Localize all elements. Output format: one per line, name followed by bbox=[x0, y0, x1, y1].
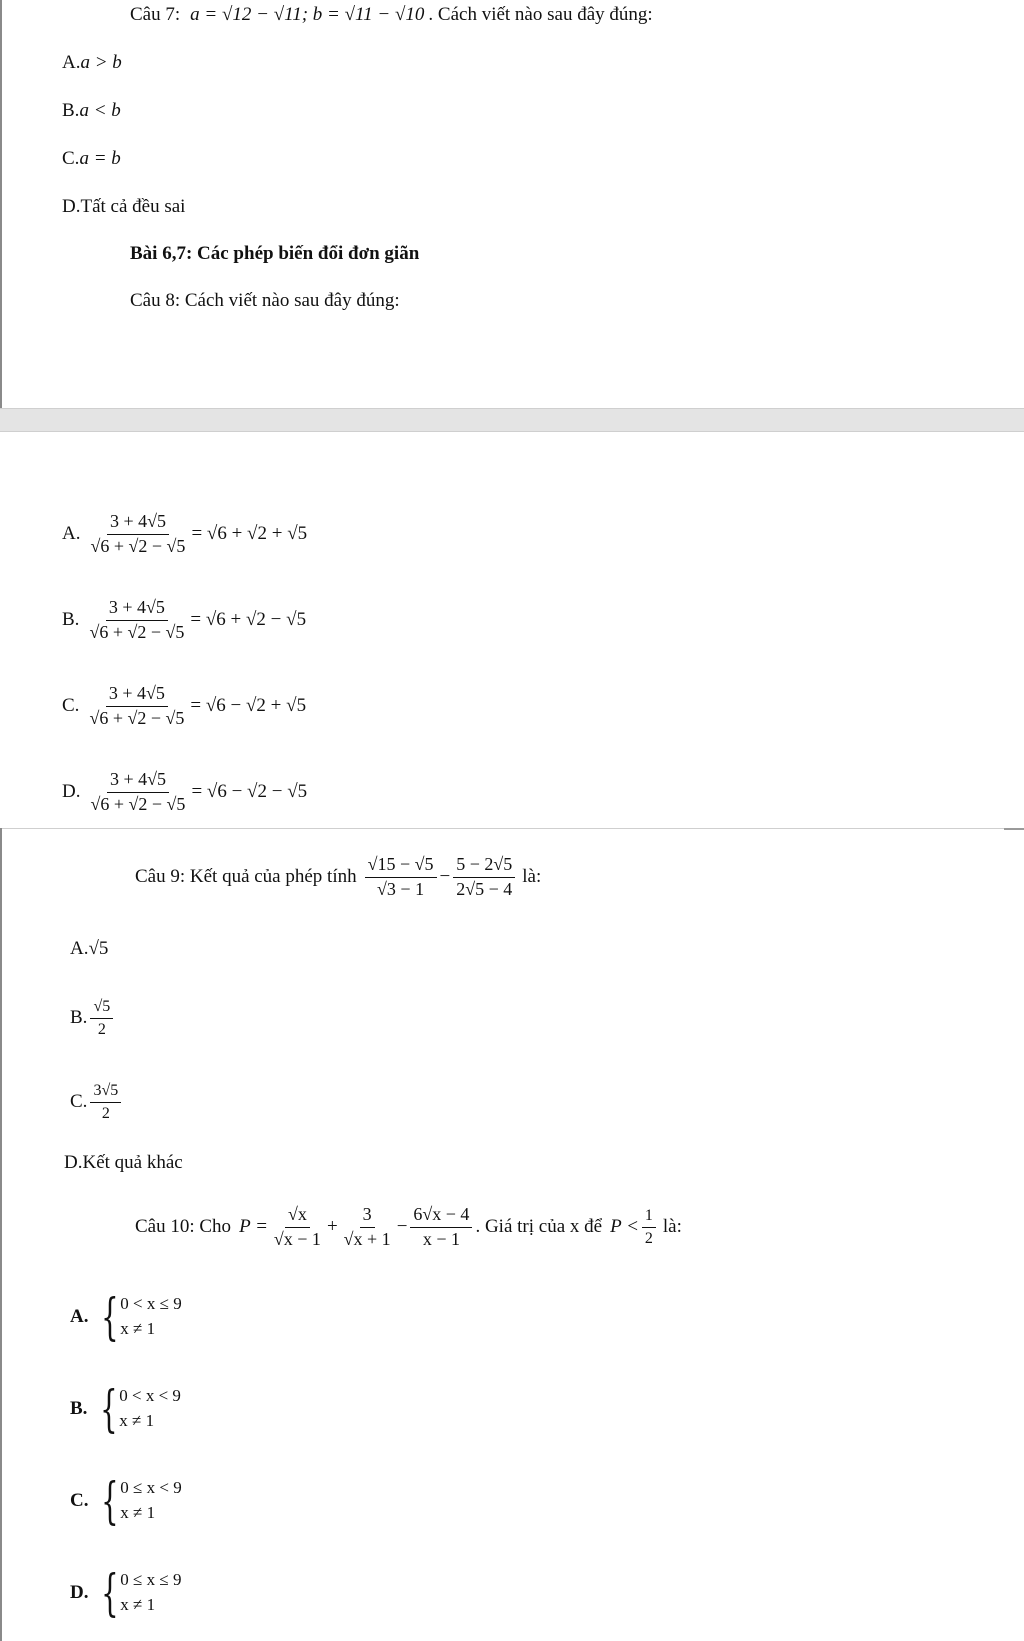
option-letter: C. bbox=[70, 1490, 89, 1511]
fraction-denominator: √6 + √2 − √5 bbox=[90, 793, 186, 814]
page-break-marker bbox=[1004, 828, 1024, 830]
fraction-numerator: 5 − 2√5 bbox=[453, 855, 515, 878]
q9-option-d[interactable] bbox=[64, 1152, 183, 1174]
system-row-2: x ≠ 1 bbox=[120, 1319, 156, 1338]
q9-label: Câu 9: Kết quả của phép tính bbox=[135, 866, 357, 888]
fraction-denominator: √3 − 1 bbox=[377, 878, 425, 899]
q9-stem bbox=[135, 855, 541, 900]
option-letter: C. bbox=[70, 1091, 88, 1113]
option-rhs: = √6 + √2 + √5 bbox=[191, 523, 308, 545]
option-rhs: = √6 − √2 + √5 bbox=[190, 695, 307, 717]
system-row-1: 0 < x ≤ 9 bbox=[120, 1294, 182, 1314]
system-row-1: 0 < x < 9 bbox=[119, 1386, 181, 1406]
system-row-2: x ≠ 1 bbox=[120, 1595, 156, 1614]
q10-option-b[interactable] bbox=[70, 1380, 181, 1438]
option-text: Kết quả khác bbox=[82, 1152, 183, 1173]
fraction-numerator: √5 bbox=[90, 998, 113, 1019]
option-letter: A. bbox=[62, 523, 81, 545]
fraction-numerator: 3 + 4√5 bbox=[107, 512, 169, 535]
option-letter: D. bbox=[62, 196, 81, 217]
option-letter: D. bbox=[70, 1582, 89, 1603]
q7-stem bbox=[130, 4, 653, 26]
q8-option-b[interactable] bbox=[62, 598, 306, 643]
half-fraction bbox=[642, 1207, 656, 1247]
option-letter: A. bbox=[70, 938, 89, 959]
inequality-system bbox=[93, 1380, 181, 1438]
fraction-numerator: 3 + 4√5 bbox=[107, 770, 169, 793]
inequality-system bbox=[94, 1564, 182, 1622]
minus-sign: − bbox=[396, 1216, 408, 1238]
brace-icon: { bbox=[100, 1380, 119, 1438]
q10-stem bbox=[135, 1205, 682, 1250]
fraction-denominator: √x + 1 bbox=[343, 1228, 391, 1249]
system-row-1: 0 ≤ x < 9 bbox=[120, 1478, 182, 1498]
q10-option-c[interactable] bbox=[70, 1472, 182, 1530]
option-fraction bbox=[90, 998, 113, 1038]
option-letter: B. bbox=[70, 1007, 88, 1029]
q10-term-3 bbox=[410, 1205, 472, 1250]
q8-option-d[interactable] bbox=[62, 770, 307, 815]
q10-label: Câu 10: Cho bbox=[135, 1216, 232, 1238]
q7-option-b[interactable] bbox=[62, 100, 121, 122]
option-letter: C. bbox=[62, 148, 80, 169]
q8-lhs-fraction bbox=[86, 598, 187, 643]
option-letter: B. bbox=[62, 100, 80, 121]
system-row-2: x ≠ 1 bbox=[120, 1503, 156, 1522]
minus-sign: − bbox=[439, 866, 451, 888]
q7-option-d[interactable] bbox=[62, 196, 185, 218]
fraction-denominator: 2 bbox=[101, 1104, 110, 1122]
fraction-numerator: 3 + 4√5 bbox=[106, 598, 168, 621]
option-letter: D. bbox=[62, 781, 81, 803]
option-text: a < b bbox=[79, 100, 121, 121]
p-equals: P = bbox=[239, 1216, 268, 1238]
brace-icon: { bbox=[101, 1288, 120, 1346]
q7-label: Câu 7: bbox=[130, 4, 181, 25]
option-rhs: = √6 + √2 − √5 bbox=[190, 609, 307, 631]
brace-icon: { bbox=[101, 1472, 120, 1530]
option-letter: B. bbox=[62, 609, 80, 631]
q9-fraction-1 bbox=[365, 855, 437, 900]
q7-option-c[interactable] bbox=[62, 148, 121, 170]
q9-option-c[interactable] bbox=[70, 1082, 124, 1122]
q9-fraction-2 bbox=[453, 855, 515, 900]
page-break-band bbox=[0, 408, 1024, 432]
fraction-numerator: 3 bbox=[360, 1205, 375, 1228]
fraction-denominator: 2√5 − 4 bbox=[456, 878, 513, 899]
fraction-denominator: x − 1 bbox=[422, 1228, 460, 1249]
option-letter: D. bbox=[64, 1152, 83, 1173]
option-letter: B. bbox=[70, 1398, 88, 1419]
system-row-2: x ≠ 1 bbox=[119, 1411, 155, 1430]
q10-term-2 bbox=[341, 1205, 394, 1250]
option-letter: A. bbox=[70, 1306, 89, 1327]
q8-stem: Câu 8: Cách viết nào sau đây đúng: bbox=[130, 290, 400, 311]
q10-mid-text: . Giá trị của x để bbox=[475, 1216, 603, 1238]
inequality-system bbox=[94, 1472, 182, 1530]
q7-prompt: . Cách viết nào sau đây đúng: bbox=[428, 4, 653, 25]
q9-option-a[interactable] bbox=[70, 938, 108, 960]
page-left-border-lower bbox=[0, 828, 2, 1641]
q8-option-a[interactable] bbox=[62, 512, 307, 557]
q7-option-a[interactable] bbox=[62, 52, 122, 74]
option-text: a = b bbox=[79, 148, 121, 169]
page-break-line bbox=[0, 828, 1024, 829]
q8-lhs-fraction bbox=[86, 684, 187, 729]
brace-icon: { bbox=[101, 1564, 120, 1622]
fraction-denominator: 2 bbox=[644, 1229, 653, 1247]
q10-term-1 bbox=[271, 1205, 324, 1250]
fraction-numerator: √x bbox=[285, 1205, 310, 1228]
option-fraction bbox=[90, 1082, 121, 1122]
q8-lhs-fraction bbox=[87, 770, 188, 815]
fraction-denominator: √x − 1 bbox=[273, 1228, 321, 1249]
q10-suffix: là: bbox=[662, 1216, 682, 1238]
option-text: √5 bbox=[88, 938, 109, 959]
system-row-1: 0 ≤ x ≤ 9 bbox=[120, 1570, 182, 1590]
fraction-denominator: √6 + √2 − √5 bbox=[89, 621, 185, 642]
p-less-than: P < bbox=[610, 1216, 639, 1238]
option-letter: C. bbox=[62, 695, 80, 717]
fraction-denominator: √6 + √2 − √5 bbox=[90, 535, 186, 556]
q8-lhs-fraction bbox=[87, 512, 188, 557]
fraction-denominator: √6 + √2 − √5 bbox=[89, 707, 185, 728]
fraction-numerator: 6√x − 4 bbox=[410, 1205, 472, 1228]
option-text: a > b bbox=[80, 52, 122, 73]
fraction-numerator: 3 + 4√5 bbox=[106, 684, 168, 707]
q9-option-b[interactable] bbox=[70, 998, 116, 1038]
fraction-denominator: 2 bbox=[97, 1020, 106, 1038]
inequality-system bbox=[94, 1288, 182, 1346]
option-rhs: = √6 − √2 − √5 bbox=[191, 781, 308, 803]
fraction-numerator: 3√5 bbox=[90, 1082, 121, 1103]
q8-option-c[interactable] bbox=[62, 684, 306, 729]
q9-suffix: là: bbox=[522, 866, 542, 888]
q7-formula: a = √12 − √11; b = √11 − √10 bbox=[190, 4, 425, 25]
q10-option-a[interactable] bbox=[70, 1288, 182, 1346]
option-letter: A. bbox=[62, 52, 81, 73]
option-text: Tất cả đều sai bbox=[80, 196, 186, 217]
page-left-border bbox=[0, 0, 2, 410]
q10-option-d[interactable] bbox=[70, 1564, 182, 1622]
plus-sign: + bbox=[326, 1216, 338, 1238]
fraction-numerator: 1 bbox=[642, 1207, 656, 1228]
fraction-numerator: √15 − √5 bbox=[365, 855, 437, 878]
section-title: Bài 6,7: Các phép biến đổi đơn giãn bbox=[130, 243, 420, 264]
